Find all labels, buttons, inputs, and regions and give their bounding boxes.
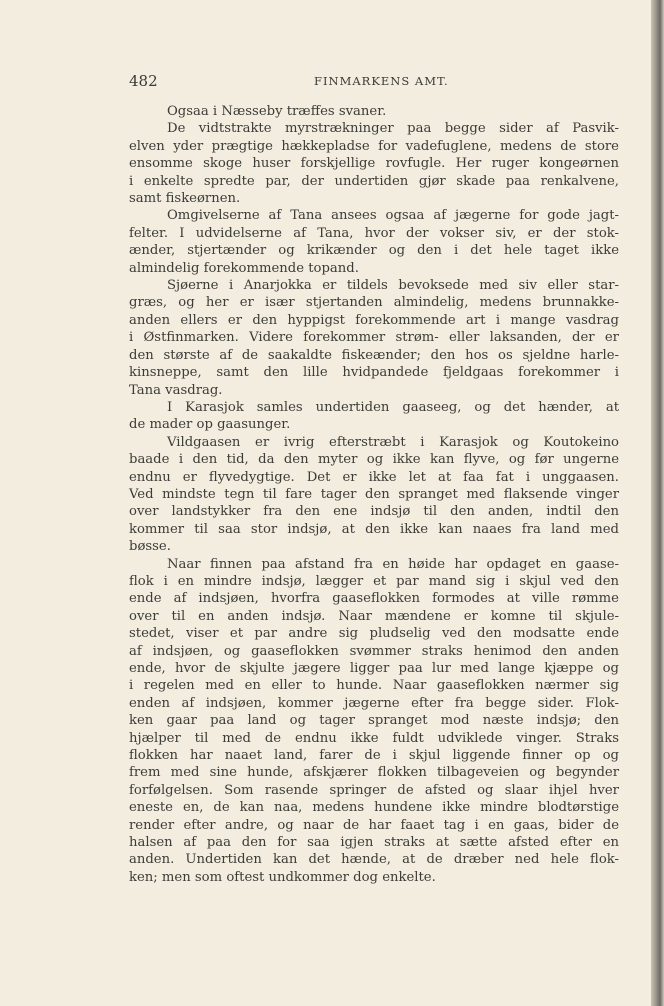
text-line: frem med sine hunde, afskjærer flokken tilbageveien og begynder <box>129 765 619 781</box>
text-line: almindelig forekommende topand. <box>129 260 359 276</box>
text-line: ænder, stjertænder og krikænder og den i det hele taget ikke <box>129 243 619 259</box>
text-line: ken; men som oftest undkommer dog enkelte. <box>129 869 436 885</box>
text-line: Vildgaasen er ivrig efterstræbt i Karasjok og Koutokeino <box>167 434 619 450</box>
text-line: De vidtstrakte myrstrækninger paa begge sider af Pasvik- <box>167 121 619 137</box>
text-line: ende af indsjøen, hvorfra gaaseflokken formodes at ville rømme <box>129 591 619 607</box>
text-line: eneste en, de kan naa, medens hundene ikke mindre blodtørstige <box>129 800 619 816</box>
body-text <box>129 103 619 886</box>
text-line: anden ellers er den hyppigst forekommende art i mange vasdrag <box>129 312 619 328</box>
page-number: 482 <box>129 72 158 90</box>
text-line: hjælper til med de endnu ikke fuldt udviklede vinger. Straks <box>129 730 619 746</box>
text-line: Tana vasdrag. <box>129 382 223 398</box>
text-line: ensomme skoge huser forskjellige rovfugle. Her ruger kongeørnen <box>129 156 619 172</box>
text-line: de mader op gaasunger. <box>129 417 291 433</box>
text-line: endnu er flyvedygtige. Det er ikke let at faa fat i unggaasen. <box>129 469 619 485</box>
text-line: felter. I udvidelserne af Tana, hvor der vokser siv, er der stok- <box>129 225 619 241</box>
text-line: i regelen med en eller to hunde. Naar gaaseflokken nærmer sig <box>129 678 619 694</box>
text-line: flokken har naaet land, farer de i skjul liggende finner op og <box>129 748 619 764</box>
text-line: forfølgelsen. Som rasende springer de afsted og slaar ihjel hver <box>129 782 619 798</box>
text-line: enden af indsjøen, kommer jægerne efter fra begge sider. Flok- <box>129 695 619 711</box>
text-line: kinsneppe, samt den lille hvidpandede fjeldgaas forekommer i <box>129 365 619 381</box>
text-line: den største af de saakaldte fiskeænder; den hos os sjeldne harle- <box>129 347 619 363</box>
text-line: kommer til saa stor indsjø, at den ikke kan naaes fra land med <box>129 521 619 537</box>
text-line: Ved mindste tegn til fare tager den spranget med flaksende vinger <box>129 486 619 502</box>
text-line: Ogsaa i Næsseby træffes svaner. <box>167 104 387 119</box>
text-line: over landstykker fra den ene indsjø til den anden, indtil den <box>129 504 619 520</box>
text-line: ende, hvor de skjulte jægere ligger paa lur med lange kjæppe og <box>129 661 619 676</box>
text-line: Omgivelserne af Tana ansees ogsaa af jægerne for gode jagt- <box>167 208 619 224</box>
text-line: render efter andre, og naar de har faaet tag i en gaas, bider de <box>129 817 619 833</box>
text-line: stedet, viser et par andre sig pludselig ved den modsatte ende <box>129 626 619 642</box>
text-line: i enkelte spredte par, der undertiden gjør skade paa renkalvene, <box>129 173 619 189</box>
text-line: anden. Undertiden kan det hænde, at de dræber ned hele flok- <box>129 852 619 868</box>
text-line: Naar finnen paa afstand fra en høide har opdaget en gaase- <box>167 556 619 572</box>
text-line: baade i den tid, da den myter og ikke kan flyve, og før ungerne <box>129 452 619 468</box>
text-line: samt fiskeørnen. <box>129 191 241 207</box>
text-line: bøsse. <box>129 539 171 555</box>
text-line: elven yder prægtige hækkepladse for vadefuglene, medens de store <box>129 138 619 154</box>
text-line: flok i en mindre indsjø, lægger et par mand sig i skjul ved den <box>129 573 619 589</box>
text-line: græs, og her er især stjertanden almindelig, medens brunnakke- <box>129 295 619 311</box>
text-line: I Karasjok samles undertiden gaaseeg, og det hænder, at <box>167 399 619 415</box>
text-line: over til en anden indsjø. Naar mændene er komne til skjule- <box>129 608 619 624</box>
running-title: FINMARKENS AMT. <box>314 74 449 88</box>
text-line: af indsjøen, og gaaseflokken svømmer straks henimod den anden <box>129 643 619 659</box>
page-edge-shadow <box>651 0 664 1006</box>
text-line: ken gaar paa land og tager spranget mod næste indsjø; den <box>129 713 619 729</box>
text-line: i Østfinmarken. Videre forekommer strøm- eller laksanden, der er <box>129 330 619 346</box>
page-header <box>129 72 619 92</box>
text-line: halsen af paa den for saa igjen straks at sætte afsted efter en <box>129 835 619 851</box>
text-line: Sjøerne i Anarjokka er tildels bevoksede med siv eller star- <box>167 278 619 294</box>
